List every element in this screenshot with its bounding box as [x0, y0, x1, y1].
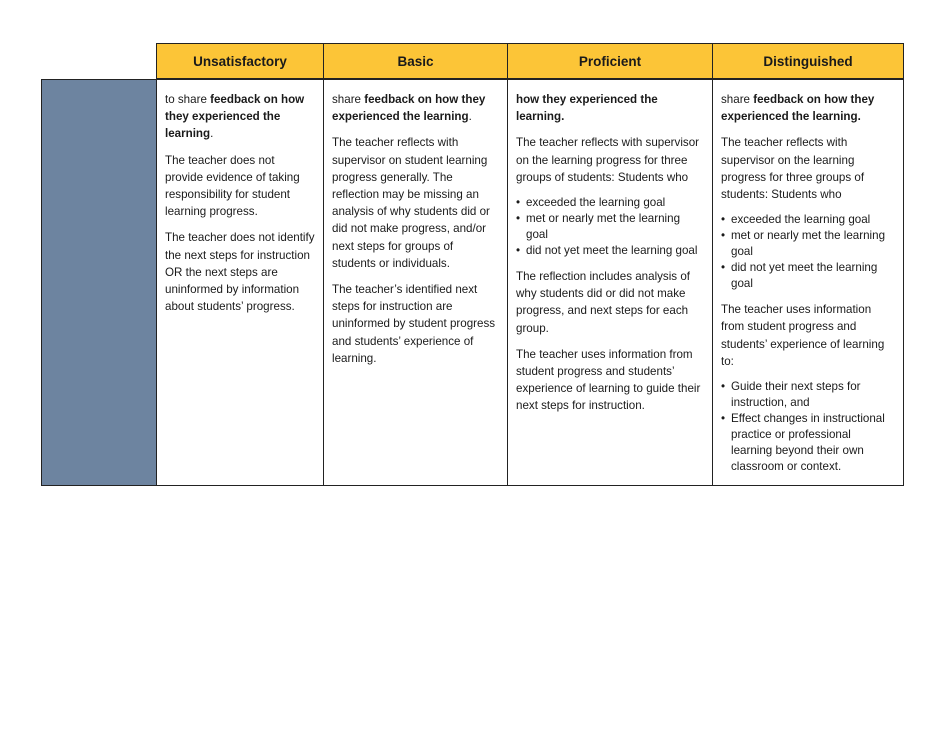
list-item: • met or nearly met the learning goal	[516, 211, 704, 243]
cell-proficient	[508, 80, 713, 485]
paragraph: The teacher does not identify the next steps for instruction OR the next steps are uninformed by information about students’ progress.	[165, 231, 315, 314]
bullet-list	[721, 212, 895, 292]
list-item: • met or nearly met the learning goal	[721, 228, 895, 260]
list-item: • Effect changes in instructional practice or professional learning beyond their own classroom or context.	[721, 411, 895, 475]
paragraph: The teacher reflects with supervisor on student learning progress generally. The reflection may be missing an analysis of why students did or did not make progress, and/or next steps for groups of students or individuals.	[332, 136, 490, 270]
paragraph: The teacher reflects with supervisor on the learning progress for three groups of students: Students who	[516, 136, 699, 184]
cell-basic	[324, 80, 508, 485]
list-item: • exceeded the learning goal	[516, 195, 704, 211]
header-proficient: Proficient	[508, 44, 713, 78]
list-item: • Guide their next steps for instruction, and	[721, 379, 895, 411]
paragraph: how they experienced the learning.	[516, 93, 658, 124]
paragraph: share feedback on how they experienced the learning.	[332, 93, 486, 124]
paragraph: The reflection includes analysis of why students did or did not make progress, and next steps for each group.	[516, 270, 690, 335]
paragraph: The teacher uses information from student progress and students’ experience of learning to:	[721, 303, 885, 368]
header-row	[156, 43, 904, 79]
paragraph: The teacher’s identified next steps for instruction are uninformed by student progress and students’ experience of learning.	[332, 283, 496, 365]
list-item: • exceeded the learning goal	[721, 212, 895, 228]
paragraph: share feedback on how they experienced the learning.	[721, 93, 875, 124]
header-basic: Basic	[324, 44, 508, 78]
body-row	[41, 79, 904, 486]
paragraph: to share feedback on how they experienced the learning.	[165, 93, 305, 141]
header-unsatisfactory: Unsatisfactory	[157, 44, 324, 78]
paragraph: The teacher uses information from student progress and students’ experience of learning to guide their next steps for instruction.	[516, 347, 701, 413]
paragraph: The teacher does not provide evidence of taking responsibility for student learning progress.	[165, 153, 300, 219]
row-label-cell	[42, 80, 157, 485]
bullet-list	[721, 379, 895, 475]
list-item: • did not yet meet the learning goal	[516, 243, 704, 259]
paragraph: The teacher reflects with supervisor on the learning progress for three groups of students: Students who	[721, 136, 865, 202]
cell-unsatisfactory	[157, 80, 324, 485]
header-distinguished: Distinguished	[713, 44, 903, 78]
bullet-list	[516, 195, 704, 259]
cell-distinguished	[713, 80, 903, 485]
list-item: • did not yet meet the learning goal	[721, 260, 895, 292]
